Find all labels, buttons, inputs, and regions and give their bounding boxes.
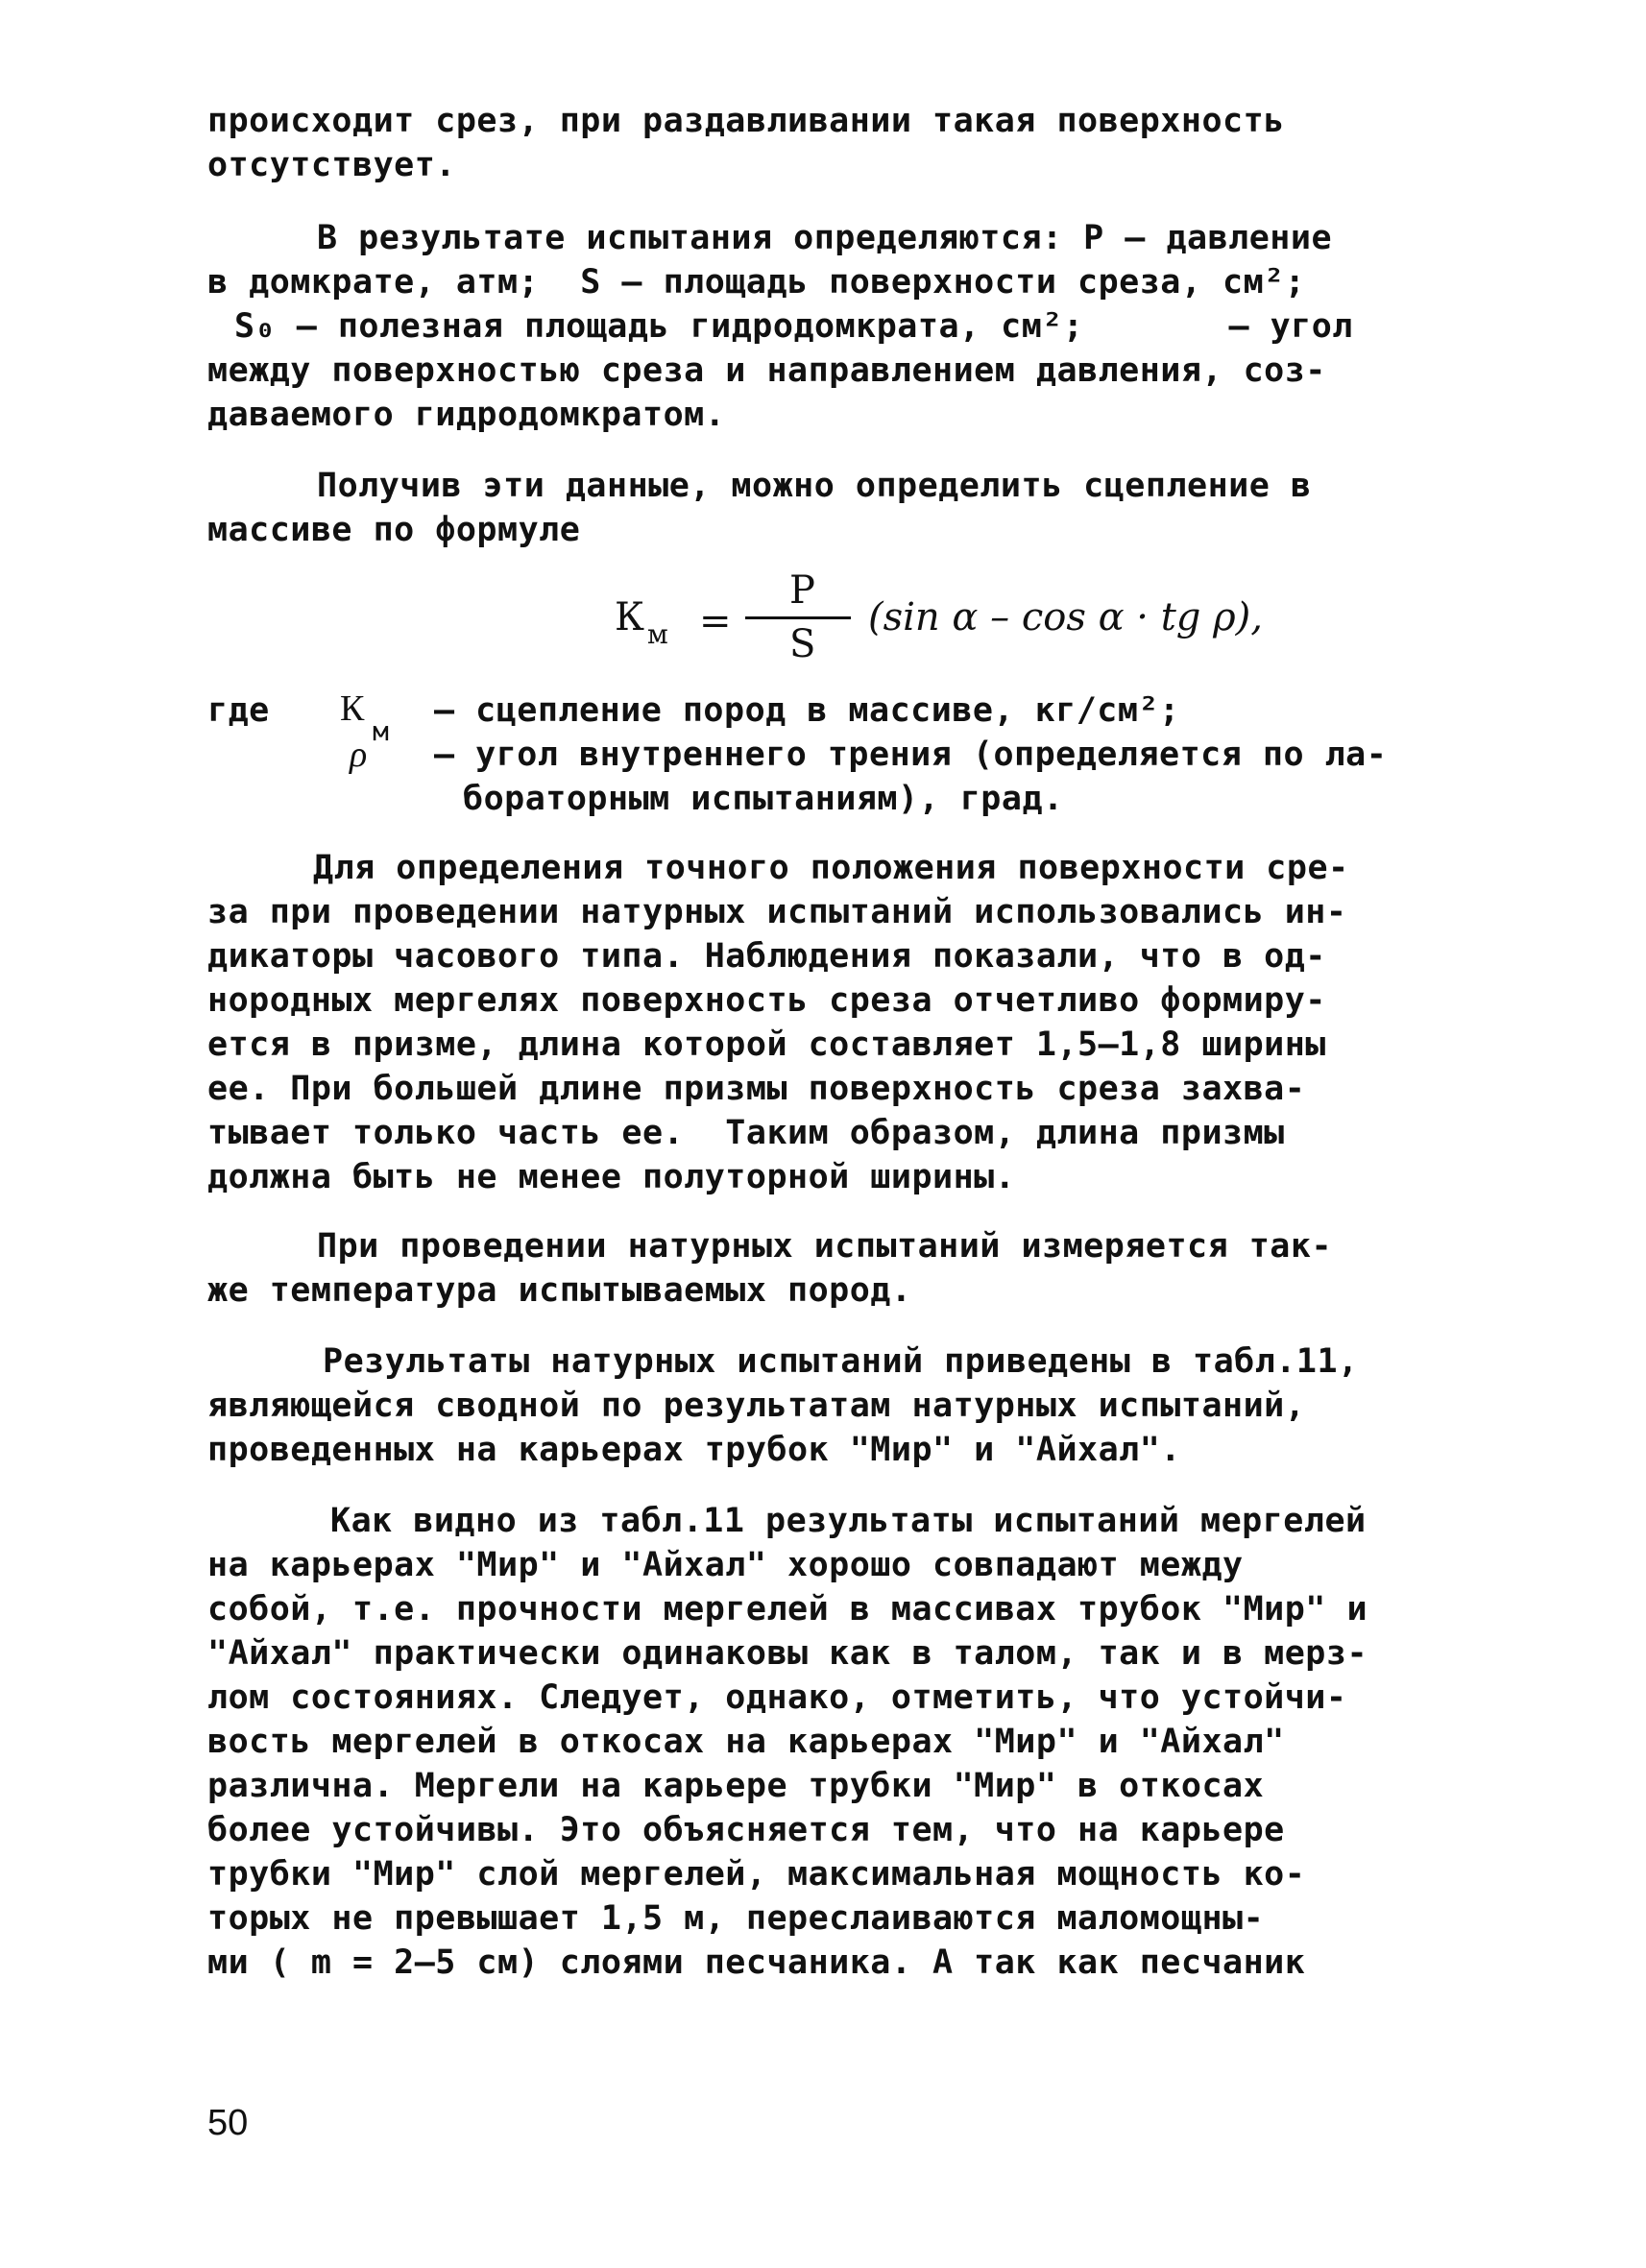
text-line: более устойчивы. Это объясняется тем, что на карьере bbox=[207, 1811, 1285, 1849]
text-line: нородных мергелях поверхность среза отчетливо формиру- bbox=[207, 981, 1326, 1020]
formula-numerator: Р bbox=[789, 568, 815, 613]
text-line: даваемого гидродомкратом. bbox=[207, 396, 726, 434]
formula-lhs: К bbox=[615, 595, 644, 639]
text-line: Как видно из табл.11 результаты испытаний мергелей bbox=[330, 1502, 1367, 1540]
rho-definition: – угол внутреннего трения (определяется по ла- bbox=[434, 736, 1388, 774]
text-line: собой, т.е. прочности мергелей в массивах трубок "Мир" и bbox=[207, 1590, 1368, 1629]
text-line: При проведении натурных испытаний измеряется так- bbox=[317, 1227, 1333, 1266]
text-line: на карьерах "Мир" и "Айхал" хорошо совпадают между bbox=[207, 1546, 1244, 1584]
text-line: трубки "Мир" слой мергелей, максимальная мощность ко- bbox=[207, 1855, 1306, 1894]
text-line: S₀ – полезная площадь гидродомкрата, см²; – угол bbox=[234, 307, 1353, 346]
formula-equals: = bbox=[699, 599, 732, 643]
text-line: являющейся сводной по результатам натурных испытаний, bbox=[207, 1387, 1306, 1425]
text-line: торых не превышает 1,5 м, переслаиваются маломощны- bbox=[207, 1899, 1265, 1938]
text-line: ее. При большей длине призмы поверхность среза захва- bbox=[207, 1070, 1306, 1108]
text-line: лом состояниях. Следует, однако, отметить, что устойчи- bbox=[207, 1678, 1347, 1717]
formula-denominator: S bbox=[789, 622, 816, 666]
where-label: где bbox=[207, 691, 270, 730]
text-line: должна быть не менее полуторной ширины. bbox=[207, 1158, 1016, 1196]
text-line: В результате испытания определяются: Р – давление bbox=[317, 219, 1333, 257]
text-line: происходит срез, при раздавливании такая поверхность bbox=[207, 102, 1285, 140]
formula-rhs: (sin α – cos α · tg ρ), bbox=[868, 595, 1263, 639]
k-subscript: м bbox=[373, 715, 390, 747]
text-line: между поверхностью среза и направлением давления, соз- bbox=[207, 351, 1326, 390]
fraction-bar bbox=[745, 616, 851, 619]
text-line: массиве по формуле bbox=[207, 511, 581, 549]
text-line: отсутствует. bbox=[207, 146, 456, 184]
text-line: дикаторы часового типа. Наблюдения показали, что в од- bbox=[207, 937, 1326, 976]
text-line: ется в призме, длина которой составляет 1,5–1,8 ширины bbox=[207, 1025, 1326, 1064]
text-line: ми ( m = 2–5 см) слоями песчаника. А так как песчаник bbox=[207, 1943, 1306, 1982]
text-line: проведенных на карьерах трубок "Мир" и "Айхал". bbox=[207, 1431, 1181, 1469]
text-line: вость мергелей в откосах на карьерах "Мир" и "Айхал" bbox=[207, 1723, 1285, 1761]
formula-lhs-subscript: м bbox=[647, 618, 668, 650]
rho-symbol: ρ bbox=[350, 735, 368, 775]
text-line: различна. Мергели на карьере трубки "Мир" в откосах bbox=[207, 1767, 1265, 1805]
text-line: тывает только часть ее. Таким образом, длина призмы bbox=[207, 1114, 1285, 1152]
text-line: Для определения точного положения поверхности сре- bbox=[313, 849, 1349, 887]
rho-definition-cont: бораторным испытаниям), град. bbox=[463, 780, 1064, 818]
page-number: 50 bbox=[207, 2103, 249, 2143]
k-definition: – сцепление пород в массиве, кг/см²; bbox=[434, 691, 1180, 730]
text-line: за при проведении натурных испытаний использовались ин- bbox=[207, 893, 1347, 931]
text-line: же температура испытываемых пород. bbox=[207, 1271, 912, 1310]
text-line: "Айхал" практически одинаковы как в талом, так и в мерз- bbox=[207, 1634, 1368, 1673]
k-symbol: К bbox=[340, 688, 365, 729]
text-line: в домкрате, атм; S – площадь поверхности среза, см²; bbox=[207, 263, 1306, 302]
text-line: Получив эти данные, можно определить сцепление в bbox=[317, 467, 1312, 505]
text-line: Результаты натурных испытаний приведены в табл.11, bbox=[323, 1342, 1359, 1381]
